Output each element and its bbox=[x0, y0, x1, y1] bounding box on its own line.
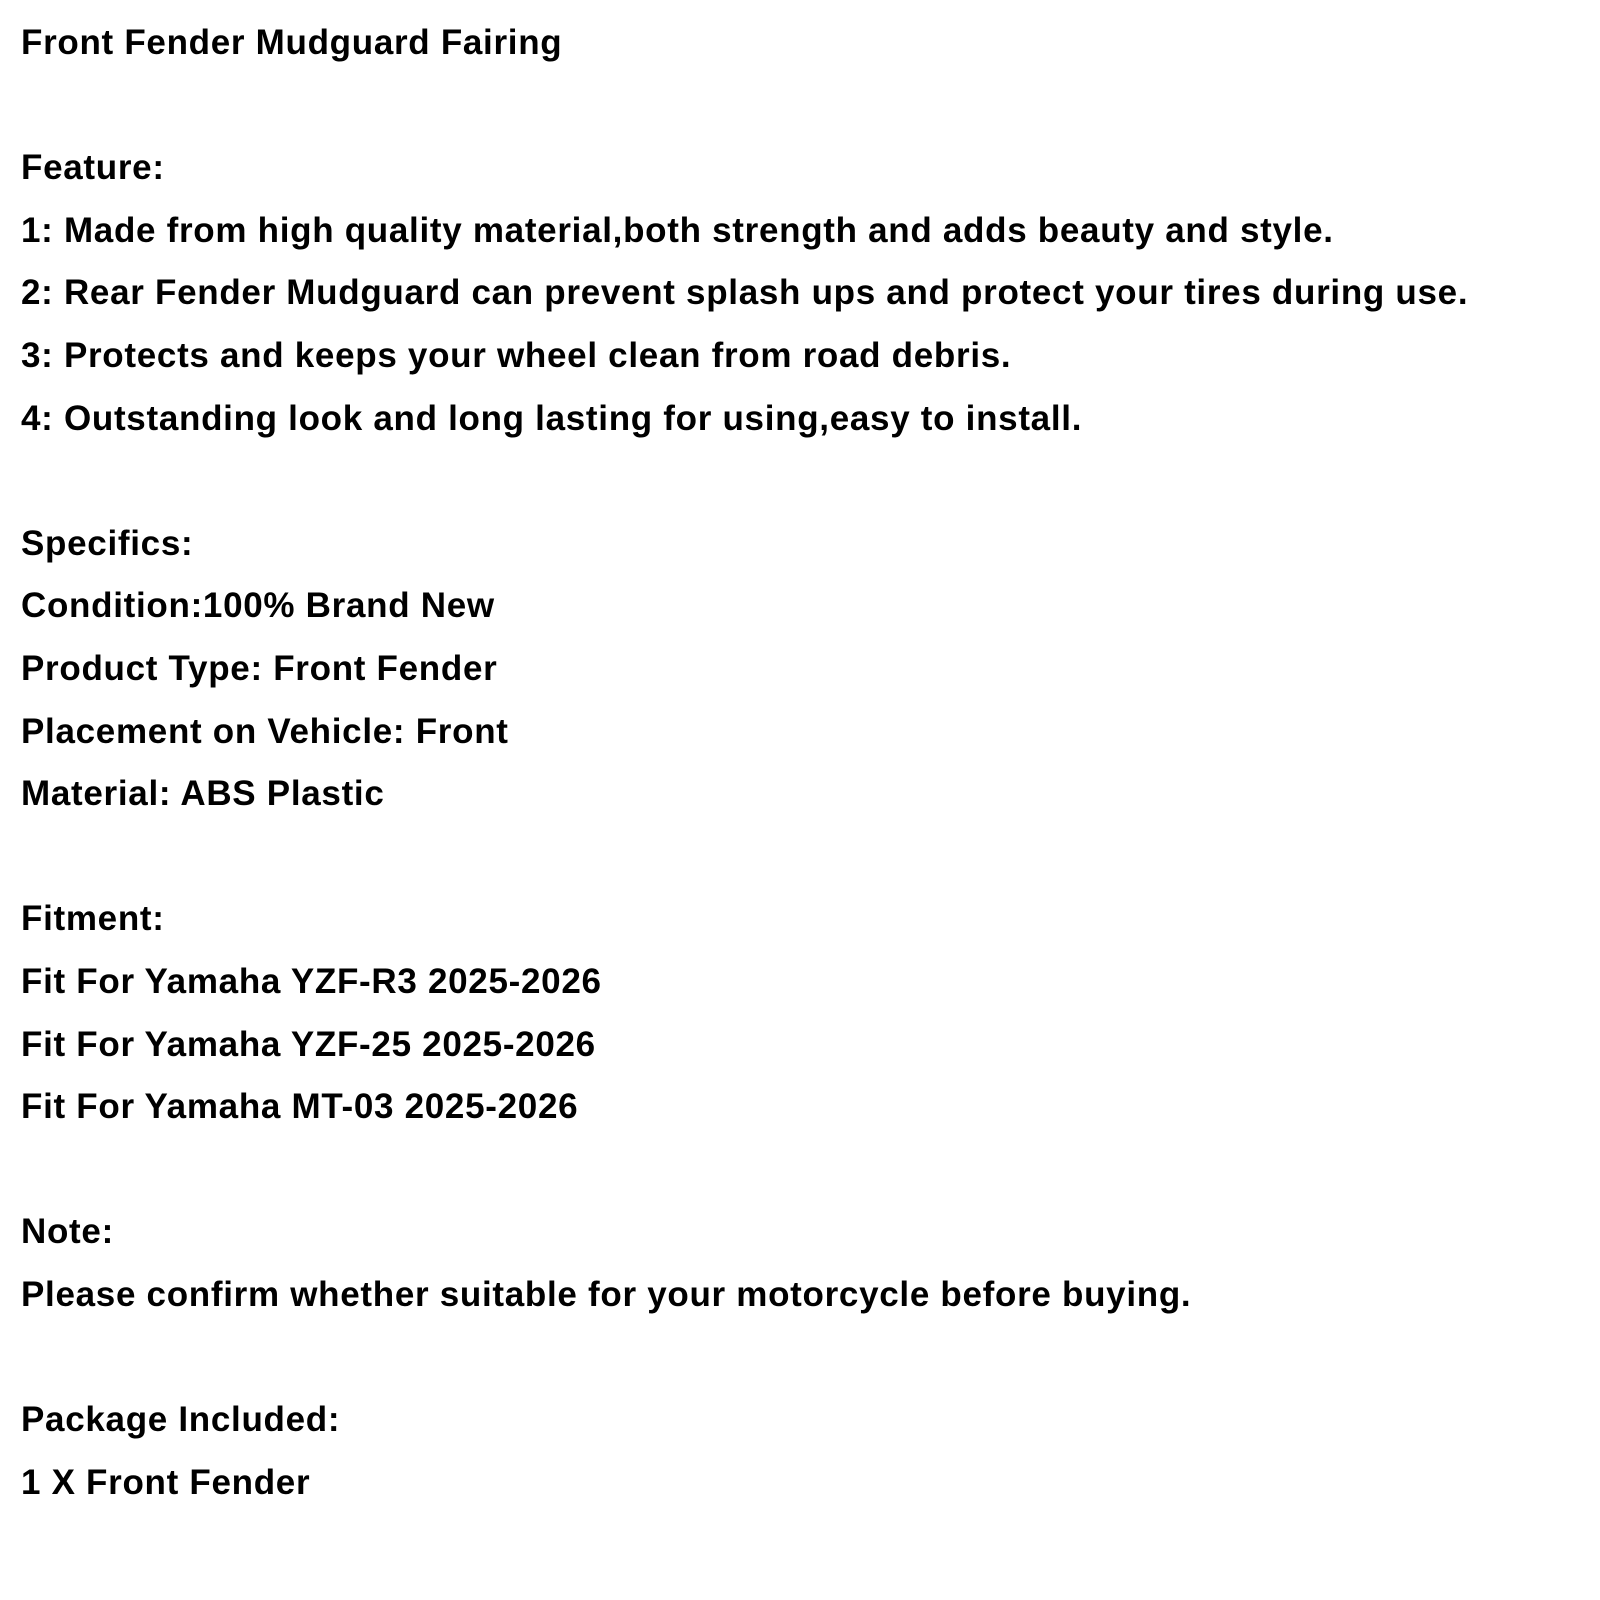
spacer bbox=[21, 75, 1581, 138]
feature-item: 3: Protects and keeps your wheel clean from road debris. bbox=[21, 335, 1012, 375]
feature-item: 1: Made from high quality material,both strength and adds beauty and style. bbox=[21, 210, 1334, 250]
spacer bbox=[21, 826, 1581, 889]
spec-product-type: Product Type: Front Fender bbox=[21, 648, 498, 688]
spacer bbox=[21, 1139, 1581, 1202]
package-item: 1 X Front Fender bbox=[21, 1462, 311, 1502]
note-text: Please confirm whether suitable for your motorcycle before buying. bbox=[21, 1274, 1192, 1314]
package-heading: Package Included: bbox=[21, 1400, 341, 1440]
note-heading: Note: bbox=[21, 1212, 114, 1252]
feature-heading: Feature: bbox=[21, 148, 165, 188]
fitment-item: Fit For Yamaha YZF-R3 2025-2026 bbox=[21, 961, 602, 1001]
spec-material: Material: ABS Plastic bbox=[21, 774, 385, 814]
fitment-item: Fit For Yamaha YZF-25 2025-2026 bbox=[21, 1024, 596, 1064]
page-title: Front Fender Mudguard Fairing bbox=[21, 23, 563, 62]
spec-placement: Placement on Vehicle: Front bbox=[21, 711, 509, 751]
specifics-heading: Specifics: bbox=[21, 523, 194, 563]
product-description bbox=[21, 12, 1581, 1514]
spec-condition: Condition:100% Brand New bbox=[21, 586, 495, 626]
spacer bbox=[21, 1326, 1581, 1389]
feature-item: 4: Outstanding look and long lasting for using,easy to install. bbox=[21, 398, 1083, 438]
fitment-heading: Fitment: bbox=[21, 899, 165, 939]
feature-item: 2: Rear Fender Mudguard can prevent splash ups and protect your tires during use. bbox=[21, 273, 1469, 313]
spacer bbox=[21, 450, 1581, 513]
fitment-item: Fit For Yamaha MT-03 2025-2026 bbox=[21, 1087, 579, 1127]
